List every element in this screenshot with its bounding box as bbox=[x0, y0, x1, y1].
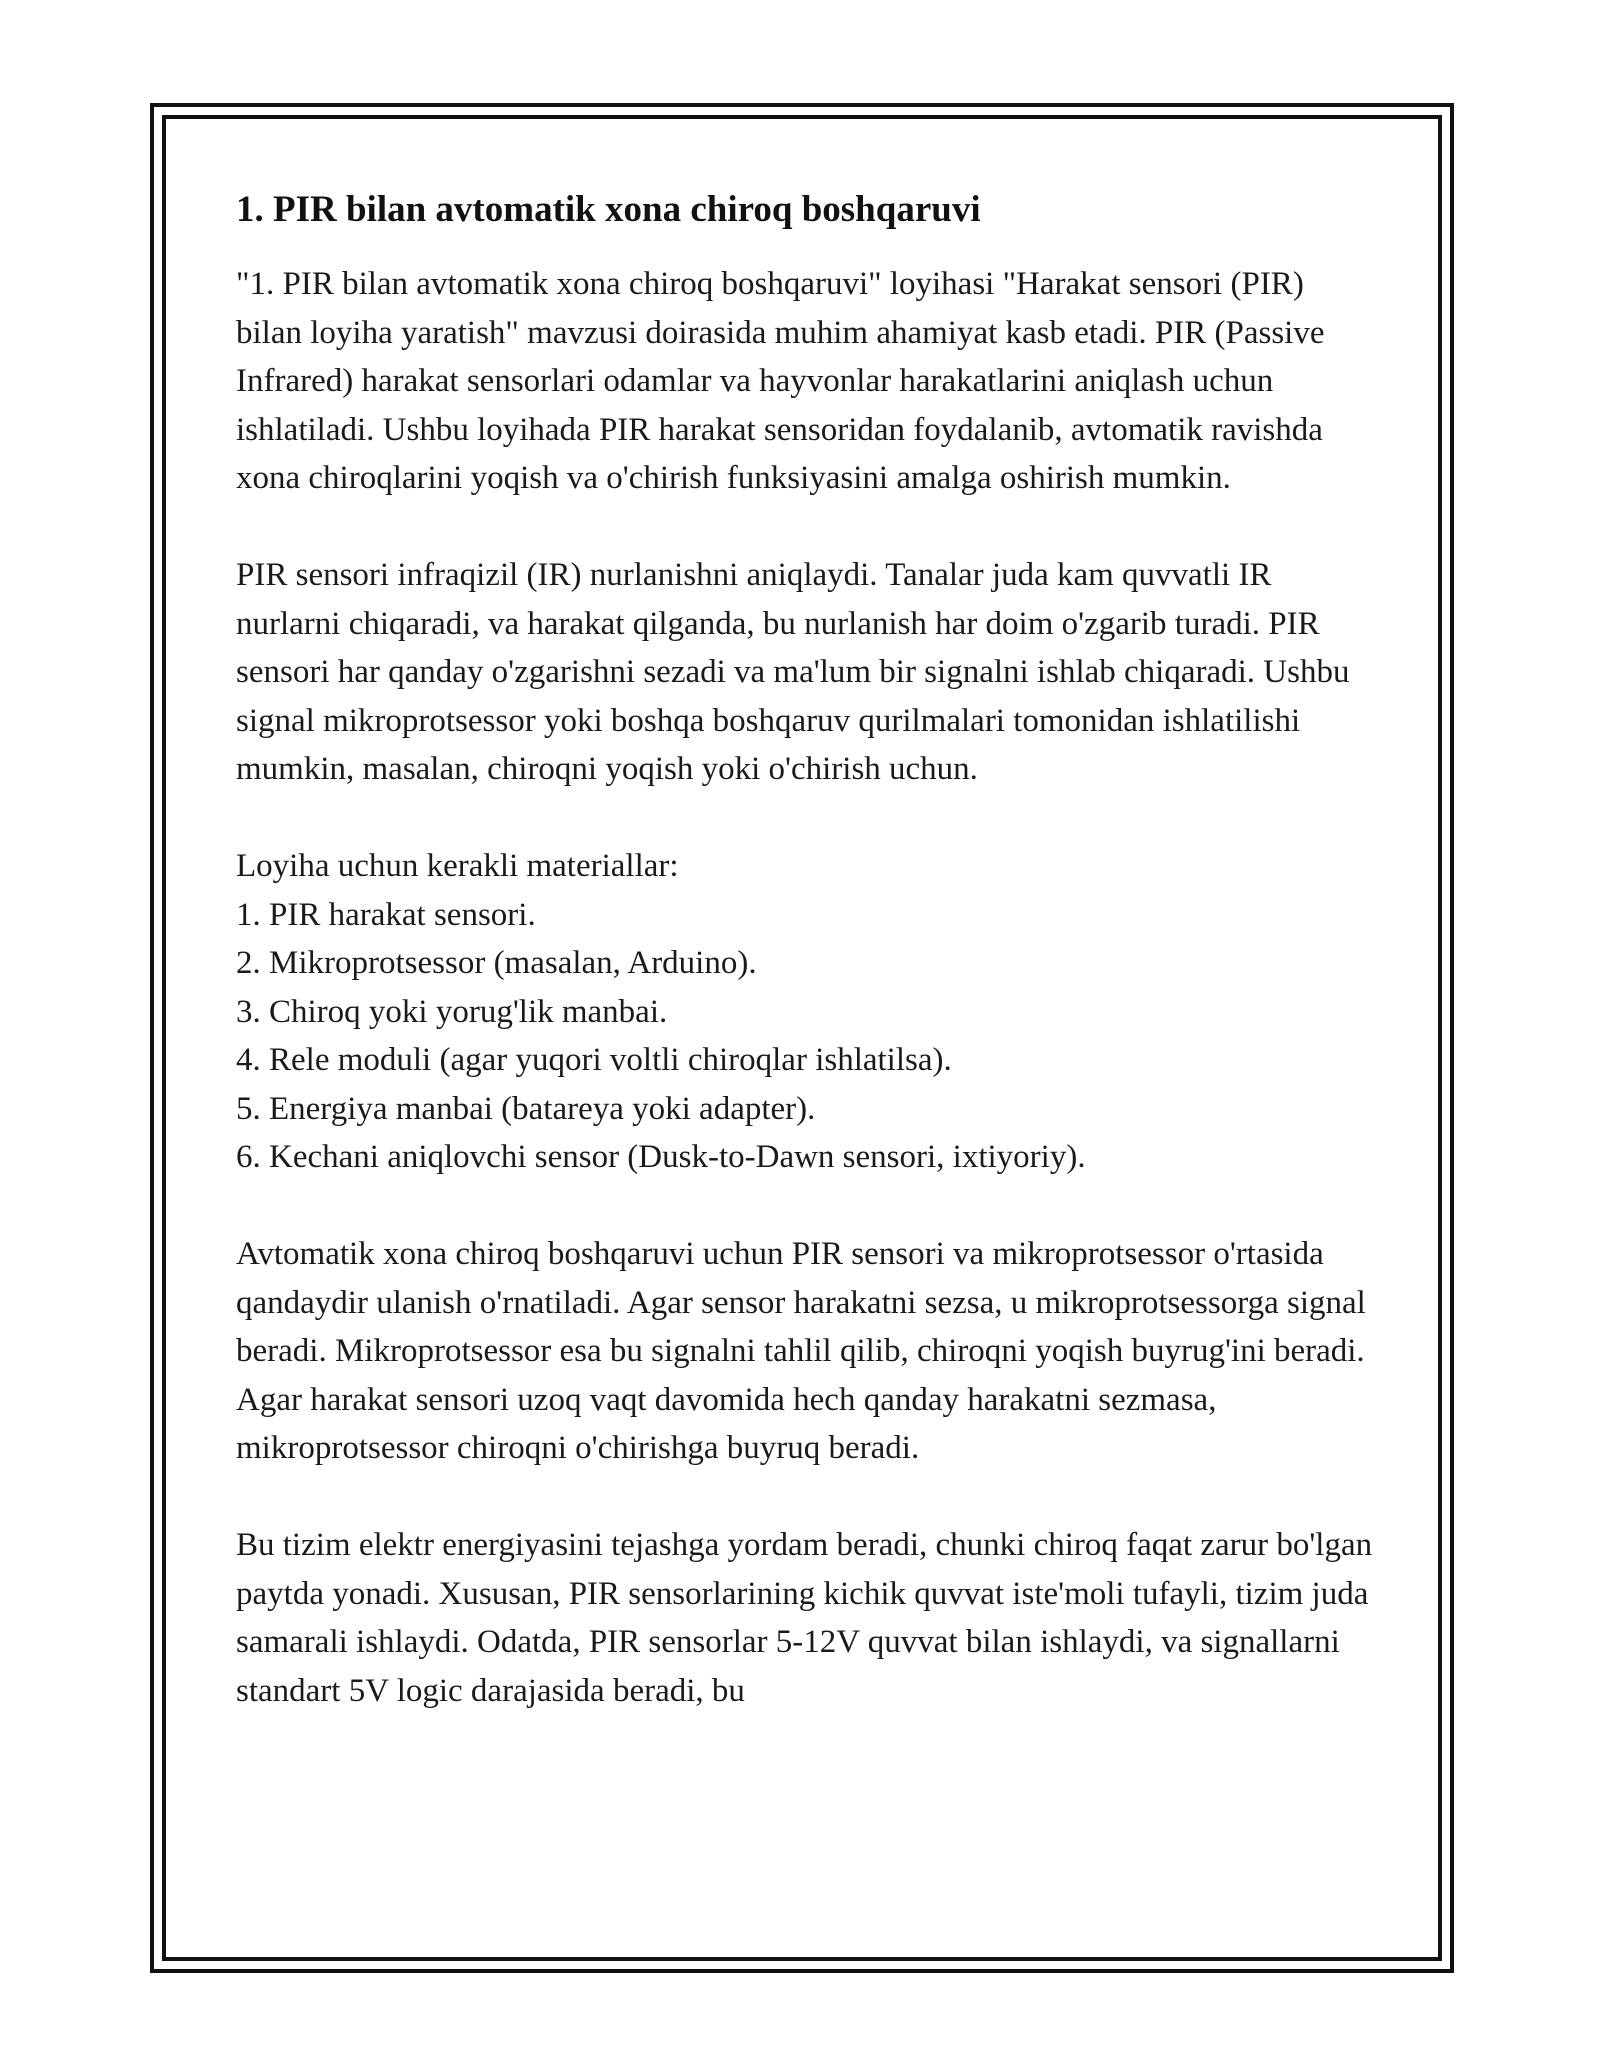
document-heading: 1. PIR bilan avtomatik xona chiroq boshqaruvi bbox=[236, 189, 981, 230]
paragraph-pir-sensor: PIR sensori infraqizil (IR) nurlanishni aniqlaydi. Tanalar juda kam quvvatli IR nurlarni chiqaradi, va harakat qilganda, bu nurlanish har doim o'zgarib turadi. PIR sensori har qanday o'zgarishni sezadi va ma'lum bir signalni ishlab chiqaradi. Ushbu signal mikroprotsessor yoki boshqa boshqaruv qurilmalari tomonidan ishlatilishi mumkin, masalan, chiroqni yoqish yoki o'chirish uchun. bbox=[236, 557, 1350, 787]
paragraph-control-logic: Avtomatik xona chiroq boshqaruvi uchun PIR sensori va mikroprotsessor o'rtasida qandaydir ulanish o'rnatiladi. Agar sensor harakatni sezsa, u mikroprotsessorga signal beradi. Mikroprotsessor esa bu signalni tahlil qilib, chiroqni yoqish buyrug'ini beradi. Agar harakat sensori uzoq vaqt davomida hech qanday harakatni sezmasa, mikroprotsessor chiroqni o'chirishga buyruq beradi. bbox=[236, 1236, 1366, 1466]
list-item: 6. Kechani aniqlovchi sensor (Dusk-to-Dawn sensori, ixtiyoriy). bbox=[236, 1139, 1086, 1175]
list-item: 3. Chiroq yoki yorug'lik manbai. bbox=[236, 993, 668, 1030]
list-item: 4. Rele moduli (agar yuqori voltli chiroqlar ishlatilsa). bbox=[236, 1042, 952, 1078]
list-item: 2. Mikroprotsessor (masalan, Arduino). bbox=[236, 945, 757, 981]
paragraph-energy-saving: Bu tizim elektr energiyasini tejashga yordam beradi, chunki chiroq faqat zarur bo'lgan paytda yonadi. Xususan, PIR sensorlarining kichik quvvat iste'moli tufayli, tizim juda samarali ishlaydi. Odatda, PIR sensorlar 5-12V quvvat bilan ishlaydi, va signallarni standart 5V logic darajasida beradi, bu bbox=[236, 1527, 1373, 1709]
paragraph-intro: "1. PIR bilan avtomatik xona chiroq boshqaruvi" loyihasi "Harakat sensori (PIR) bilan loyiha yaratish" mavzusi doirasida muhim ahamiyat kasb etadi. PIR (Passive Infrared) harakat sensorlari odamlar va hayvonlar harakatlarini aniqlash uchun ishlatiladi. Ushbu loyihada PIR harakat sensoridan foydalanib, avtomatik ravishda xona chiroqlarini yoqish va o'chirish funksiyasini amalga oshirish mumkin. bbox=[236, 266, 1325, 496]
materials-list-title: Loyiha uchun kerakli materiallar: bbox=[236, 848, 679, 884]
materials-list bbox=[236, 842, 1376, 1182]
list-item: 1. PIR harakat sensori. bbox=[236, 896, 536, 933]
document-body bbox=[236, 186, 1376, 1764]
list-item: 5. Energiya manbai (batareya yoki adapter). bbox=[236, 1090, 816, 1127]
